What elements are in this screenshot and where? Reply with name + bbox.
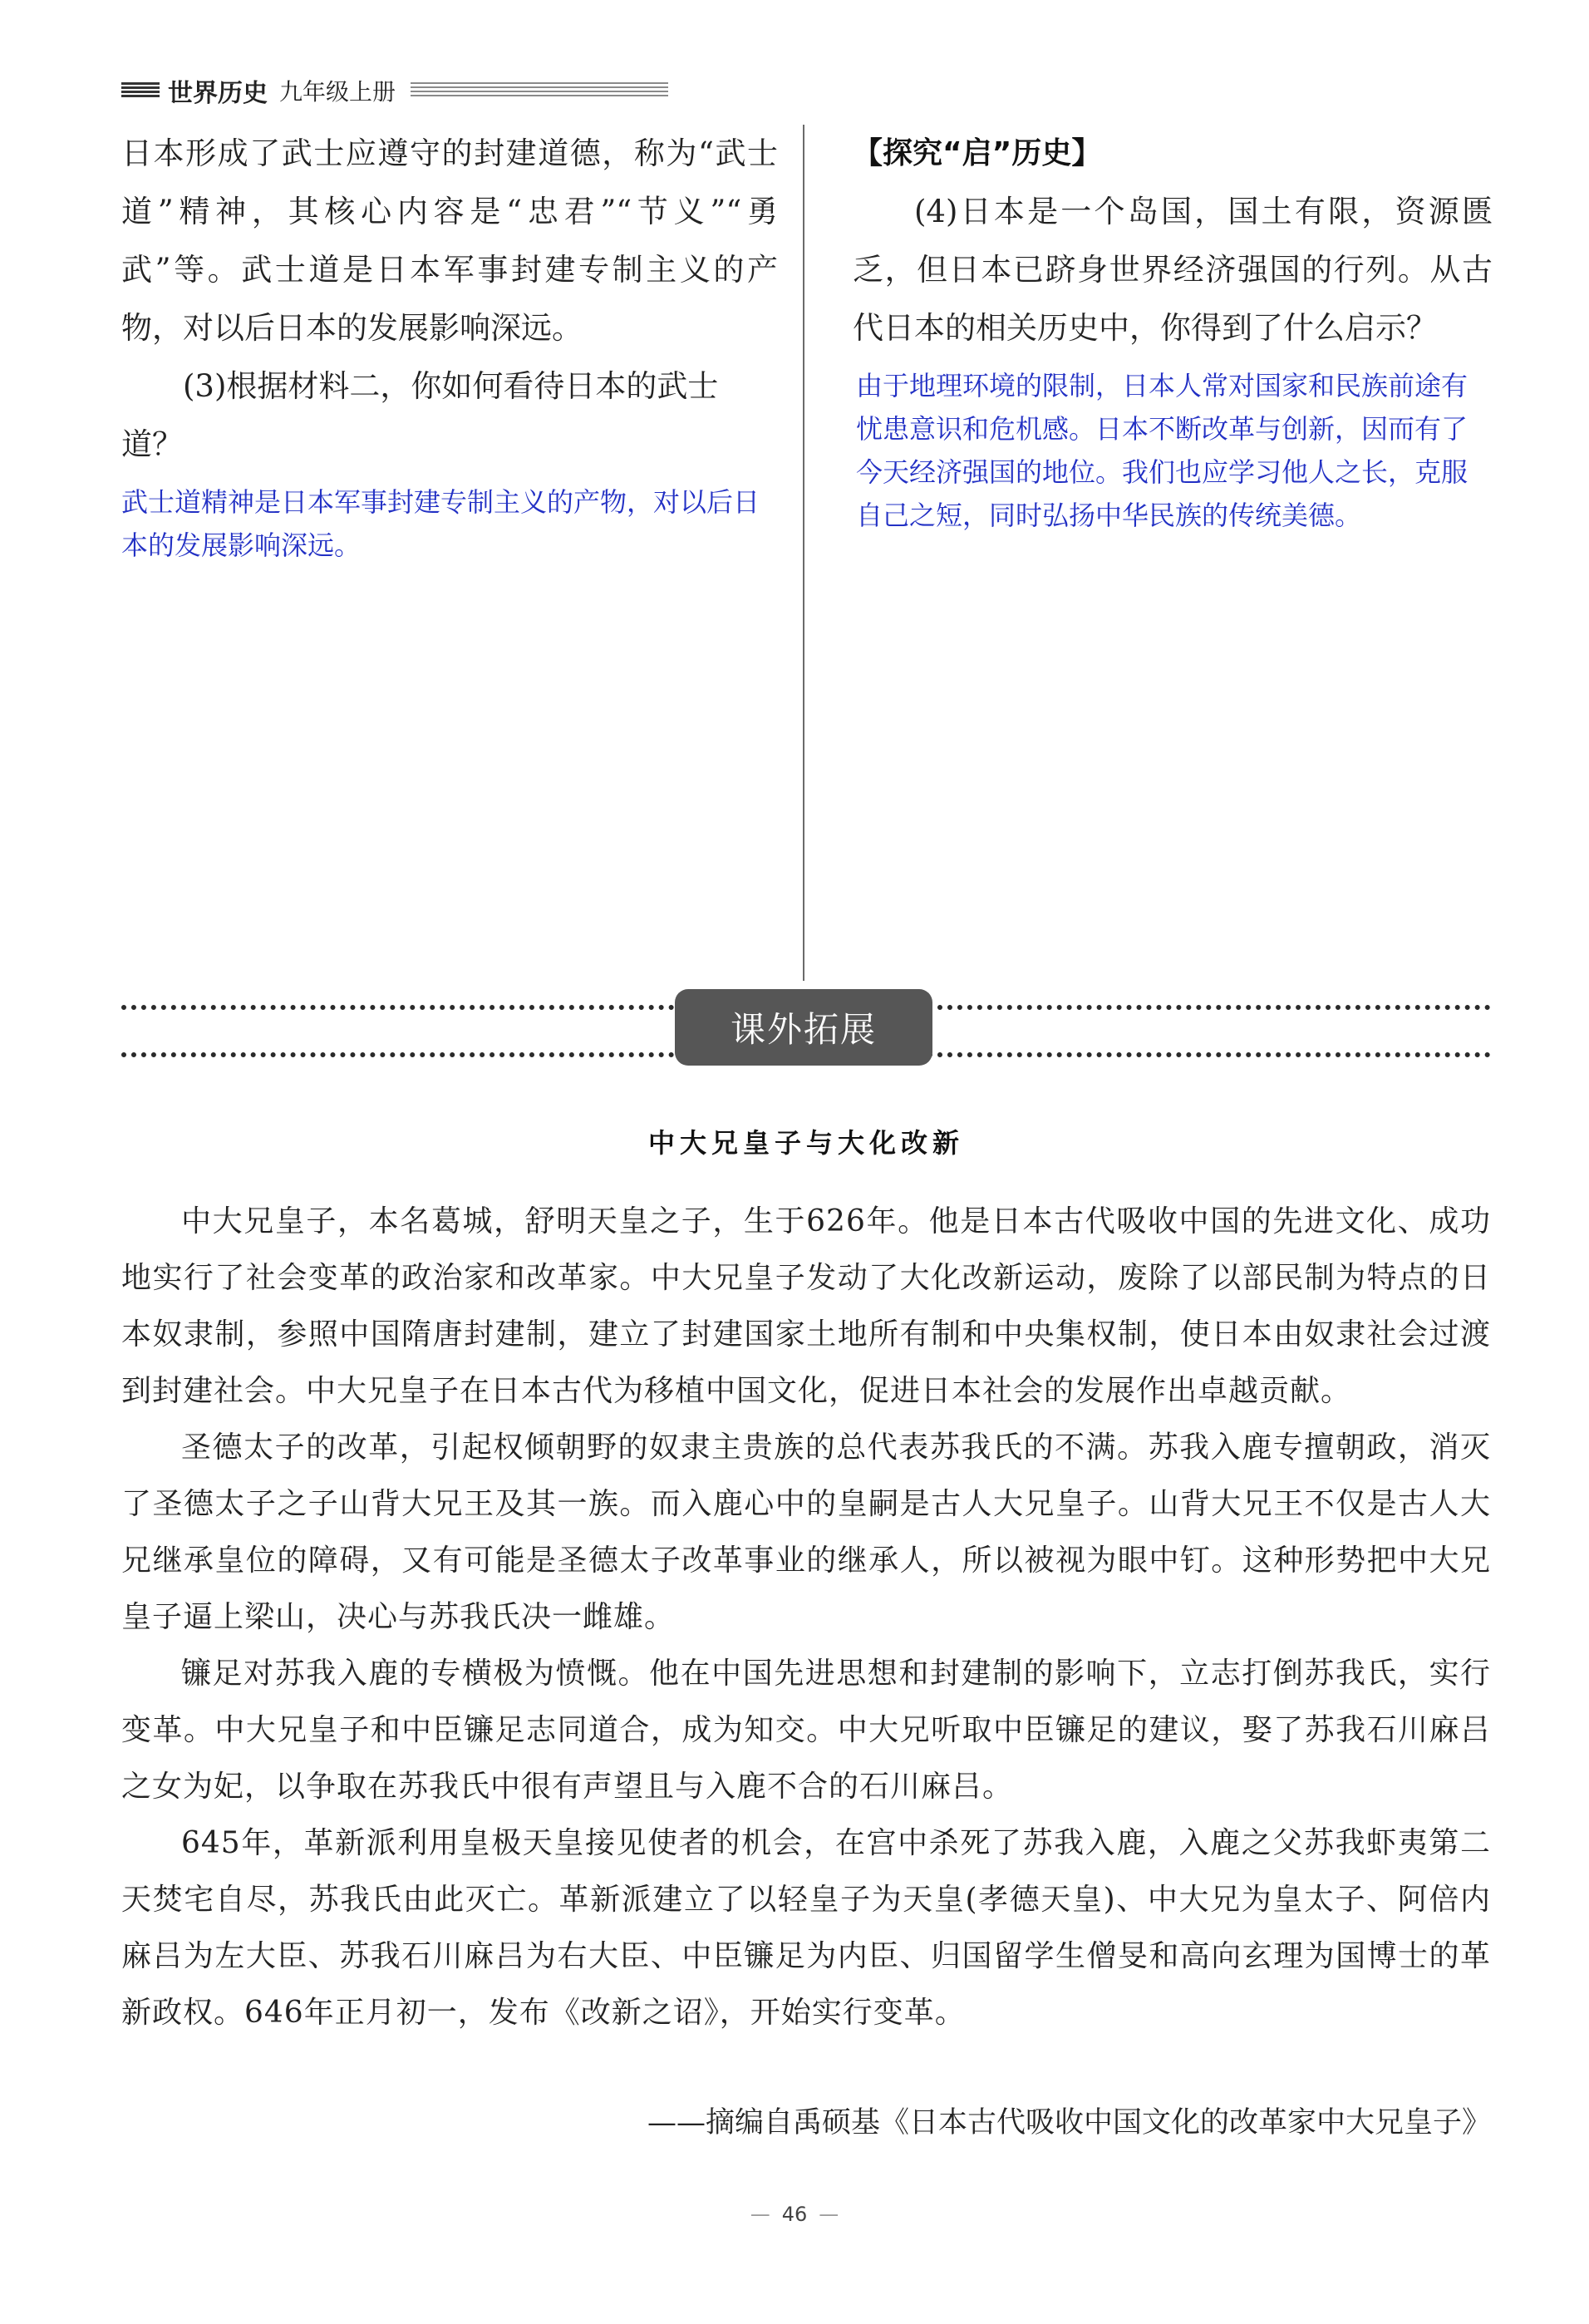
running-header: [121, 70, 668, 111]
page-number: — 46 —: [750, 2203, 839, 2226]
question-3: (3)根据材料二，你如何看待日本的武士道？: [121, 368, 719, 462]
book-grade: 九年级上册: [279, 78, 396, 106]
article-paragraph: 中大兄皇子，本名葛城，舒明天皇之子，生于626年。他是日本古代吸收中国的先进文化、成功地实行了社会变革的政治家和改革家。中大兄皇子发动了大化改新运动，废除了以部民制为特点的日本奴隶制，参照中国隋唐封建制，建立了封建国家土地所有制和中央集权制，使日本由奴隶社会过渡到封建社会。中大兄皇子在日本古代为移植中国文化，促进日本社会的发展作出卓越贡献。: [121, 1204, 1491, 1408]
column-divider: [803, 125, 804, 981]
answer-4: 由于地理环境的限制，日本人常对国家和民族前途有忧患意识和危机感。日本不断改革与创新，因而有了今天经济强国的地位。我们也应学习他人之长，克服自己之短，同时弘扬中华民族的传统美德。: [856, 370, 1468, 531]
article-body: [121, 1194, 1491, 2041]
answer-3: 武士道精神是日本军事封建专制主义的产物，对以后日本的发展影响深远。: [121, 486, 760, 561]
inquiry-section-title: 【探究“启”历史】: [853, 136, 1102, 170]
header-decoration-bars: [121, 82, 160, 99]
article-paragraph: 圣德太子的改革，引起权倾朝野的奴隶主贵族的总代表苏我氏的不满。苏我入鹿专擅朝政，消灭了圣德太子之子山背大兄王及其一族。而入鹿心中的皇嗣是古人大兄皇子。山背大兄王不仅是古人大兄继承皇位的障碍，又有可能是圣德太子改革事业的继承人，所以被视为眼中钉。这种形势把中大兄皇子逼上梁山，决心与苏我氏决一雌雄。: [121, 1430, 1491, 1634]
material-paragraph: 日本形成了武士应遵守的封建道德，称为“武士道”精神，其核心内容是“忠君”“节义”“勇武”等。武士道是日本军事封建专制主义的产物，对以后日本的发展影响深远。: [121, 135, 778, 346]
book-series: 世界历史: [168, 79, 268, 108]
article-title: 中大兄皇子与大化改新: [647, 1127, 964, 1159]
question-4: (4)日本是一个岛国，国土有限，资源匮乏，但日本已跻身世界经济强国的行列。从古代日本的相关历史中，你得到了什么启示？: [853, 194, 1493, 346]
article-paragraph: 645年，革新派利用皇极天皇接见使者的机会，在宫中杀死了苏我入鹿，入鹿之父苏我虾夷第二天焚宅自尽，苏我氏由此灭亡。革新派建立了以轻皇子为天皇(孝德天皇)、中大兄为皇太子、阿倍内麻吕为左大臣、苏我石川麻吕为右大臣、中臣镰足为内臣、归国留学生僧旻和高向玄理为国博士的革新政权。646年正月初一，发布《改新之诏》，开始实行变革。: [121, 1826, 1491, 2030]
extension-badge: 课外拓展: [675, 989, 932, 1066]
left-column: [121, 125, 778, 567]
header-decoration-lines: [411, 82, 668, 99]
article-paragraph: 镰足对苏我入鹿的专横极为愤慨。他在中国先进思想和封建制的影响下，立志打倒苏我氏，实行变革。中大兄皇子和中臣镰足志同道合，成为知交。中大兄听取中臣镰足的建议，娶了苏我石川麻吕之女为妃，以争取在苏我氏中很有声望且与入鹿不合的石川麻吕。: [121, 1657, 1491, 1804]
page-number-value: 46: [781, 2203, 808, 2226]
article-source: ——摘编自禹硕基《日本古代吸收中国文化的改革家中大兄皇子》: [647, 2106, 1491, 2139]
right-column: [853, 125, 1493, 537]
